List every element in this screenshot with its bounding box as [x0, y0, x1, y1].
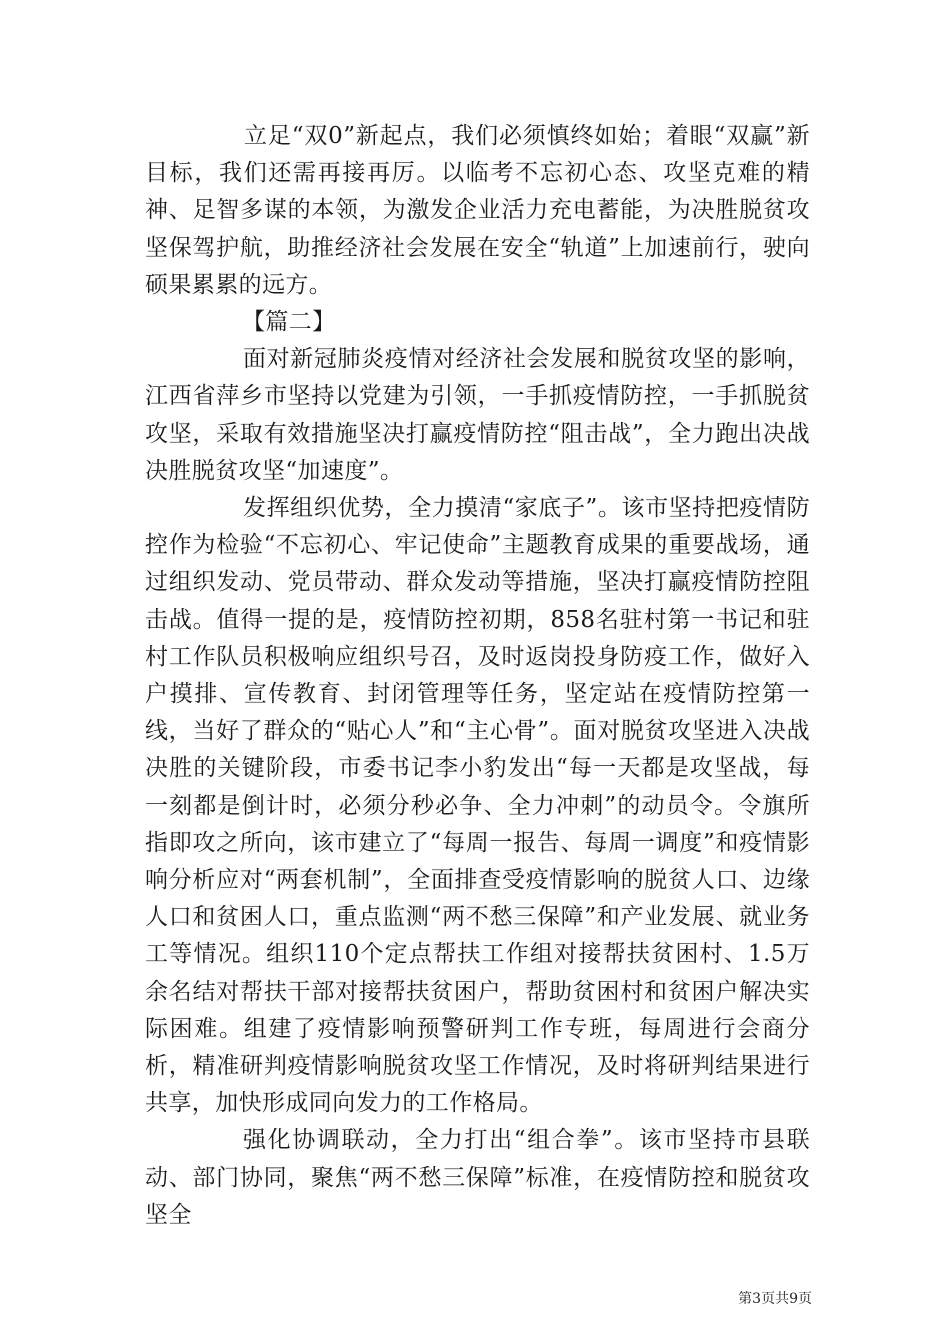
page-number-footer: 第3页共9页	[738, 1291, 812, 1307]
paragraph-coordination: 强化协调联动，全力打出“组合拳”。该市坚持市县联动、部门协同，聚焦“两不愁三保障”标准，在疫情防控和脱贫攻坚全	[145, 1127, 810, 1228]
document-body	[145, 118, 810, 1234]
section-heading: 【篇二】	[242, 309, 336, 336]
paragraph-closing: 立足“双0”新起点，我们必须慎终如始；着眼“双赢”新目标，我们还需再接再厉。以临考不忘初心态、攻坚克难的精神、足智多谋的本领，为激发企业活力充电蓄能，为决胜脱贫攻坚保驾护航，助推经济社会发展在安全“轨道”上加速前行，驶向硕果累累的远方。	[145, 123, 810, 298]
paragraph-intro: 面对新冠肺炎疫情对经济社会发展和脱贫攻坚的影响，江西省萍乡市坚持以党建为引领，一手抓疫情防控，一手抓脱贫攻坚，采取有效措施坚决打赢疫情防控“阻击战”，全力跑出决战决胜脱贫攻坚“加速度”。	[145, 346, 810, 484]
paragraph-organization: 发挥组织优势，全力摸清“家底子”。该市坚持把疫情防控作为检验“不忘初心、牢记使命”主题教育成果的重要战场，通过组织发动、党员带动、群众发动等措施，坚决打赢疫情防控阻击战。值得一提的是，疫情防控初期，858名驻村第一书记和驻村工作队员积极响应组织号召，及时返岗投身防疫工作，做好入户摸排、宣传教育、封闭管理等任务，坚定站在疫情防控第一线，当好了群众的“贴心人”和“主心骨”。面对脱贫攻坚进入决战决胜的关键阶段，市委书记李小豹发出“每一天都是攻坚战，每一刻都是倒计时，必须分秒必争、全力冲刺”的动员令。令旗所指即攻之所向，该市建立了“每周一报告、每周一调度”和疫情影响分析应对“两套机制”，全面排查受疫情影响的脱贫人口、边缘人口和贫困人口，重点监测“两不愁三保障”和产业发展、就业务工等情况。组织110个定点帮扶工作组对接帮扶贫困村、1.5万余名结对帮扶干部对接帮扶贫困户，帮助贫困村和贫困户解决实际困难。组建了疫情影响预警研判工作专班，每周进行会商分析，精准研判疫情影响脱贫攻坚工作情况，及时将研判结果进行共享，加快形成同向发力的工作格局。	[145, 495, 810, 1117]
